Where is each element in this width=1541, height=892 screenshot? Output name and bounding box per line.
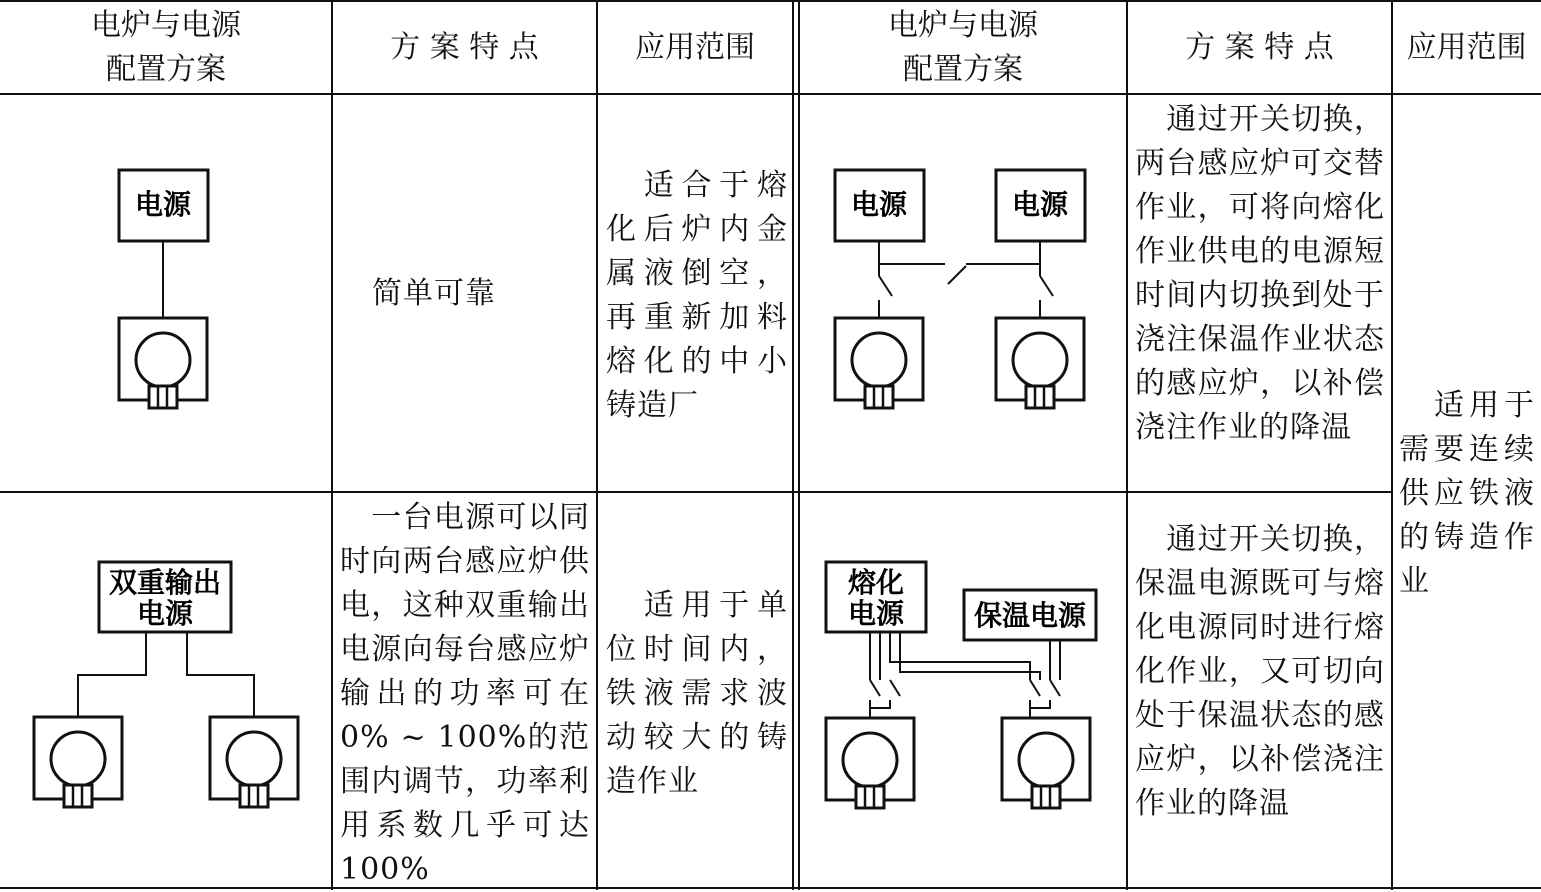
r2-left-features: 一台电源可以同时向两台感应炉供电，这种双重输出电源向每台感应炉输出的功率可在0% ~ 100%的范围内调节，功率利用系数几乎可达100% (340, 500, 590, 887)
diagram-switched-two-power (835, 170, 1085, 408)
melt-power-label-line2: 电源 (847, 597, 905, 630)
furnace-icon (1002, 718, 1090, 808)
header-scope-left: 应用范围 (635, 30, 755, 65)
power-label-b: 电源 (1011, 188, 1069, 221)
power-label-simple: 电源 (134, 188, 192, 221)
melt-power-label-line1: 熔化 (847, 566, 905, 599)
furnace-icon (826, 718, 914, 808)
header-scope-right: 应用范围 (1406, 30, 1527, 65)
furnace-icon (996, 318, 1084, 408)
hold-power-label: 保温电源 (973, 599, 1087, 632)
diagram-melt-hold (826, 562, 1096, 808)
furnace-icon (119, 318, 207, 408)
r1-left-features: 简单可靠 (372, 276, 496, 311)
header-config-right: 电炉与电源 配置方案 (888, 8, 1038, 87)
header-config-left: 电炉与电源 配置方案 (91, 8, 241, 87)
merged-right-scope: 适用于需要连续供应铁液的铸造作业 (1399, 388, 1535, 599)
furnace-icon (835, 318, 923, 408)
furnace-icon (34, 717, 122, 807)
r1-right-features: 通过开关切换，两台感应炉可交替作业，可将向熔化作业供电的电源短时间内切换到处于浇注保温作业状态的感应炉，以补偿浇注作业的降温 (1135, 102, 1385, 445)
power-label-dual-line2: 电源 (136, 597, 194, 630)
r1-left-scope: 适合于熔化后炉内金属液倒空，再重新加料熔化的中小铸造厂 (606, 168, 788, 423)
power-label-a: 电源 (850, 188, 908, 221)
power-label-dual-line1: 双重输出 (108, 566, 222, 599)
diagram-simple (119, 170, 208, 408)
diagram-dual-output (34, 562, 298, 807)
furnace-icon (210, 717, 298, 807)
r2-left-scope: 适用于单位时间内，铁液需求波动较大的铸造作业 (606, 588, 788, 799)
header-features-left: 方 案 特 点 (390, 30, 539, 65)
r2-right-features: 通过开关切换，保温电源既可与熔化电源同时进行熔化作业，又可切向处于保温状态的感应炉，以补偿浇注作业的降温 (1135, 522, 1385, 821)
header-features-right: 方 案 特 点 (1185, 30, 1334, 65)
